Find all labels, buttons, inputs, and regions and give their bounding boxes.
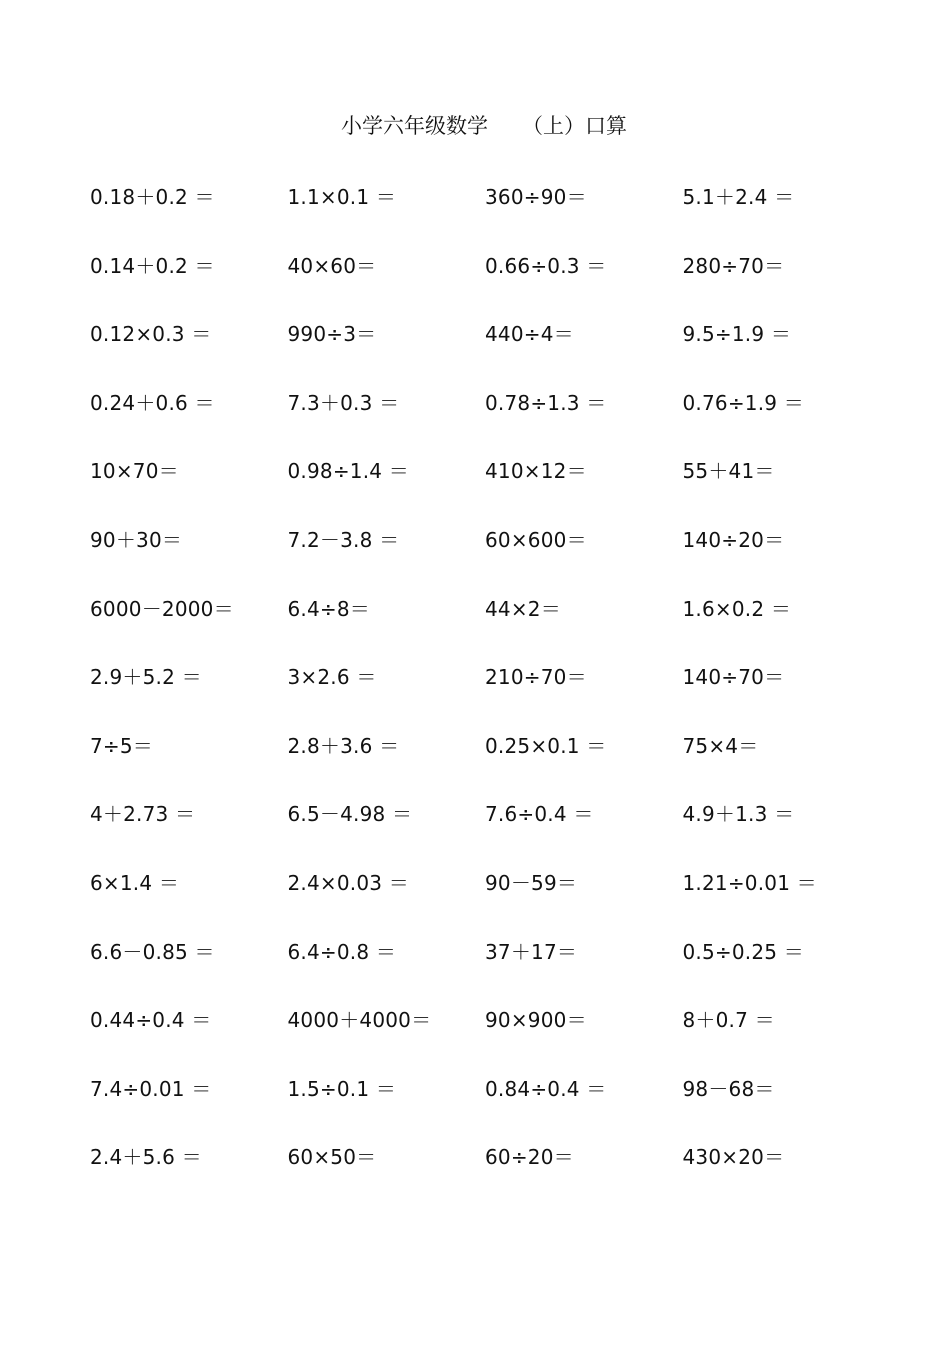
problem: 40×60＝ — [287, 253, 377, 278]
problem: 7.2－3.8 ＝ — [287, 527, 400, 552]
problem: 0.5÷0.25 ＝ — [682, 939, 804, 964]
problem: 0.84÷0.4 ＝ — [485, 1076, 607, 1101]
problem-row — [90, 729, 880, 798]
problem-row — [90, 523, 880, 592]
problem: 360÷90＝ — [485, 185, 587, 209]
problem: 6.4÷0.8 ＝ — [287, 939, 397, 964]
problem-row — [90, 866, 880, 935]
problem: 440÷4＝ — [485, 322, 574, 347]
problem: 2.8＋3.6 ＝ — [287, 733, 400, 758]
problem-row — [90, 249, 880, 318]
problem: 140÷70＝ — [682, 665, 785, 690]
problem: 7÷5＝ — [90, 733, 154, 758]
problem: 430×20＝ — [682, 1145, 785, 1170]
problem-row — [90, 660, 880, 729]
problem: 280÷70＝ — [682, 253, 785, 278]
problem: 90－59＝ — [485, 870, 578, 895]
problem: 140÷20＝ — [682, 527, 785, 552]
problem: 6000－2000＝ — [90, 596, 234, 621]
problem: 55＋41＝ — [682, 459, 775, 484]
problem-row — [90, 935, 880, 1004]
problem: 1.21÷0.01 ＝ — [682, 870, 817, 895]
problem: 7.4÷0.01 ＝ — [90, 1076, 212, 1101]
problem: 90＋30＝ — [90, 527, 183, 552]
problem: 2.4×0.03 ＝ — [287, 870, 409, 895]
problem: 7.3＋0.3 ＝ — [287, 390, 400, 415]
problem: 2.4＋5.6 ＝ — [90, 1145, 202, 1170]
problem: 4.9＋1.3 ＝ — [682, 802, 795, 827]
problem: 0.25×0.1 ＝ — [485, 733, 607, 758]
problem: 4＋2.73 ＝ — [90, 802, 196, 827]
problem: 6.6－0.85 ＝ — [90, 939, 215, 964]
problem: 0.66÷0.3 ＝ — [485, 253, 607, 278]
problem: 44×2＝ — [485, 596, 561, 621]
problem-row — [90, 1072, 880, 1141]
problem-row — [90, 1140, 880, 1209]
title-main: 小学六年级数学 — [341, 114, 488, 138]
problem-row — [90, 797, 880, 866]
problem: 1.5÷0.1 ＝ — [287, 1076, 397, 1101]
problem-row — [90, 180, 880, 249]
problem: 37＋17＝ — [485, 939, 578, 964]
problem: 90×900＝ — [485, 1008, 587, 1033]
arithmetic-grid — [90, 180, 880, 1209]
problem: 0.24＋0.6 ＝ — [90, 390, 215, 415]
problem: 0.14＋0.2 ＝ — [90, 253, 215, 278]
problem-row — [90, 386, 880, 455]
problem: 6×1.4 ＝ — [90, 870, 180, 895]
problem: 1.6×0.2 ＝ — [682, 596, 792, 621]
problem: 98－68＝ — [682, 1076, 775, 1101]
problem: 0.18＋0.2 ＝ — [90, 185, 215, 209]
problem: 4000＋4000＝ — [287, 1008, 432, 1033]
page-title — [0, 112, 950, 140]
problem: 3×2.6 ＝ — [287, 665, 377, 690]
problem: 60×600＝ — [485, 527, 587, 552]
problem: 0.12×0.3 ＝ — [90, 322, 212, 347]
problem: 60×50＝ — [287, 1145, 377, 1170]
problem-row — [90, 592, 880, 661]
problem: 9.5÷1.9 ＝ — [682, 322, 792, 347]
problem: 0.76÷1.9 ＝ — [682, 390, 804, 415]
problem: 0.44÷0.4 ＝ — [90, 1008, 212, 1033]
problem: 60÷20＝ — [485, 1145, 574, 1170]
problem-row — [90, 317, 880, 386]
problem: 2.9＋5.2 ＝ — [90, 665, 202, 690]
problem: 75×4＝ — [682, 733, 759, 758]
problem-row — [90, 454, 880, 523]
problem: 6.4÷8＝ — [287, 596, 370, 621]
problem: 5.1＋2.4 ＝ — [682, 185, 795, 209]
problem: 7.6÷0.4 ＝ — [485, 802, 594, 827]
problem: 6.5－4.98 ＝ — [287, 802, 413, 827]
title-sub: （上）口算 — [522, 114, 627, 138]
problem: 410×12＝ — [485, 459, 587, 484]
problem: 990÷3＝ — [287, 322, 377, 347]
problem: 0.98÷1.4 ＝ — [287, 459, 409, 484]
problem: 210÷70＝ — [485, 665, 587, 690]
problem: 10×70＝ — [90, 459, 179, 484]
problem: 8＋0.7 ＝ — [682, 1008, 775, 1033]
problem: 1.1×0.1 ＝ — [287, 185, 397, 209]
problem: 0.78÷1.3 ＝ — [485, 390, 607, 415]
problem-row — [90, 1003, 880, 1072]
